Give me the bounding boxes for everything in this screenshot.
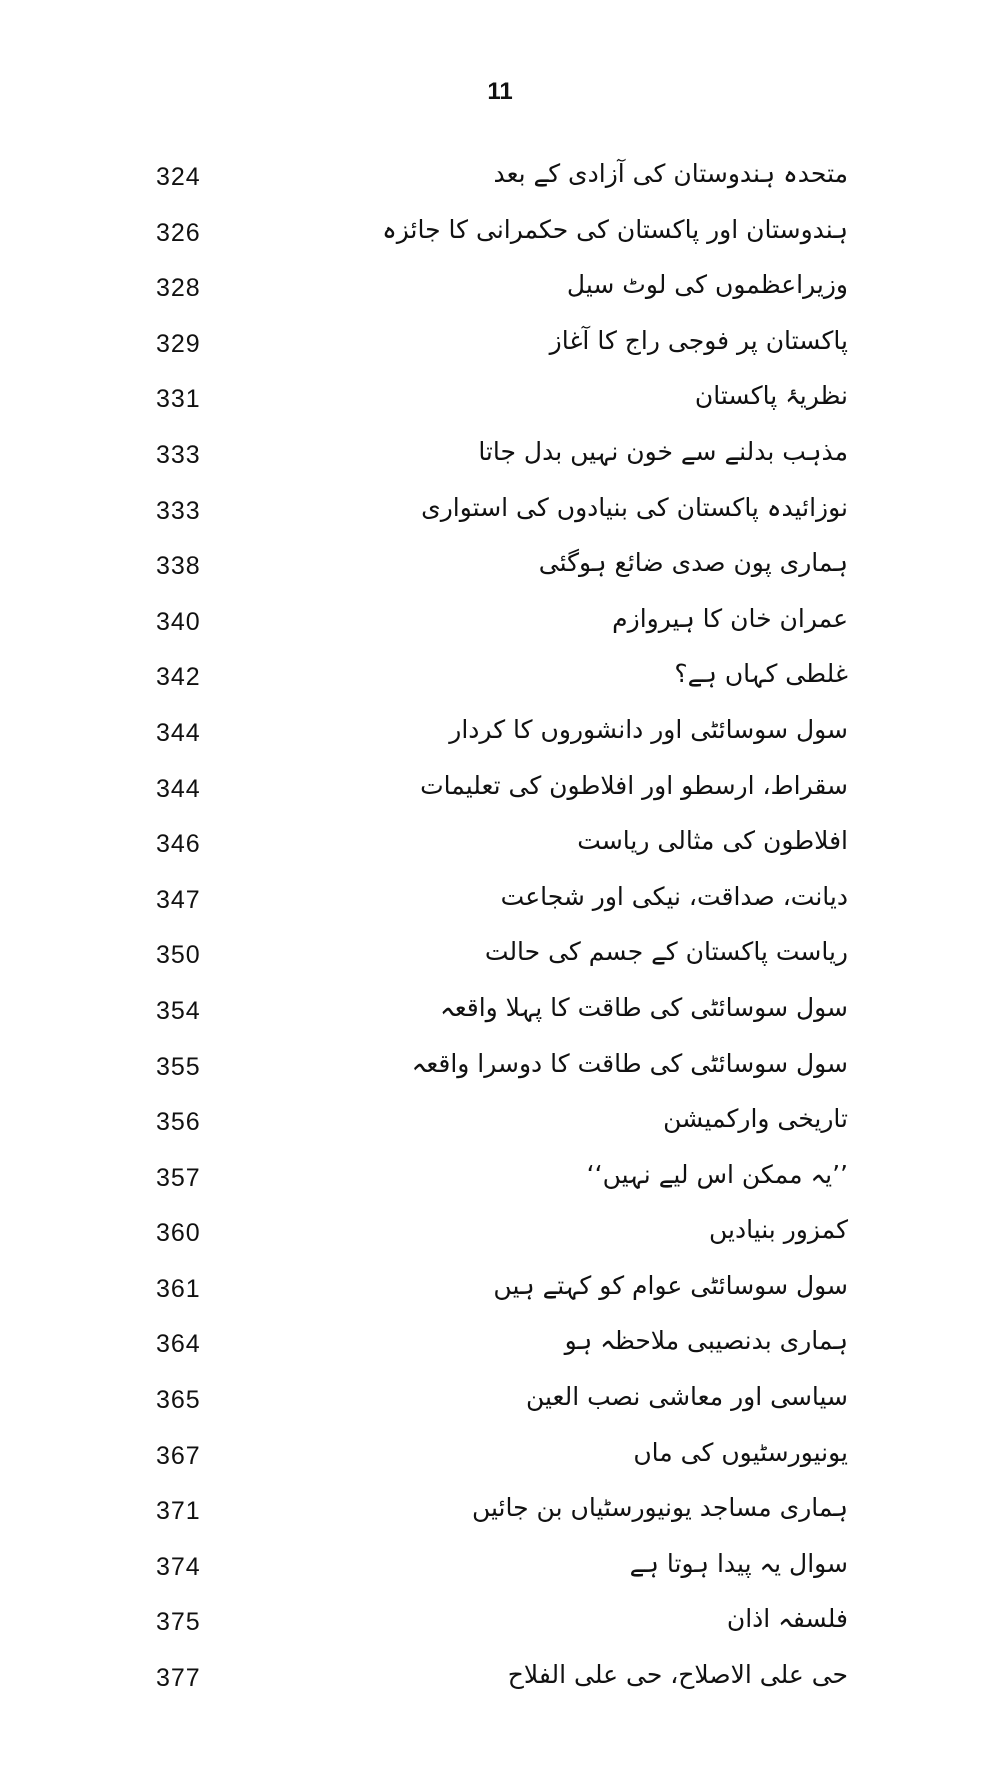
toc-entry [0, 1431, 1000, 1487]
toc-entry-page-number: 340 [156, 607, 201, 636]
toc-entry [0, 597, 1000, 653]
toc-entry [0, 708, 1000, 764]
toc-entry [0, 1264, 1000, 1320]
toc-entry [0, 1319, 1000, 1375]
toc-entry-page-number: 377 [156, 1664, 201, 1693]
toc-entry-page-number: 375 [156, 1608, 201, 1637]
toc-entry-title: پاکستان پر فوجی راج کا آغاز [549, 325, 848, 355]
toc-entry [0, 1097, 1000, 1153]
toc-entry [0, 1597, 1000, 1653]
toc-entry-page-number: 346 [156, 830, 201, 859]
toc-entry-title: نوزائیدہ پاکستان کی بنیادوں کی استواری [421, 492, 848, 522]
toc-entry-title: سول سوسائٹی کی طاقت کا پہلا واقعہ [440, 992, 848, 1022]
toc-entry-title: سول سوسائٹی عوام کو کہتے ہیں [493, 1270, 848, 1300]
toc-entry-title: سول سوسائٹی اور دانشوروں کا کردار [449, 714, 848, 744]
toc-entry [0, 319, 1000, 375]
toc-entry-page-number: 342 [156, 663, 201, 692]
toc-entry-page-number: 365 [156, 1386, 201, 1415]
toc-entry [0, 1486, 1000, 1542]
toc-entry-title: ہندوستان اور پاکستان کی حکمرانی کا جائزہ [382, 214, 848, 244]
toc-entry [0, 1042, 1000, 1098]
toc-entry [0, 263, 1000, 319]
toc-entry [0, 374, 1000, 430]
toc-entry-page-number: 371 [156, 1497, 201, 1526]
toc-entry-page-number: 357 [156, 1163, 201, 1192]
toc-entry [0, 486, 1000, 542]
toc-entry-page-number: 331 [156, 385, 201, 414]
toc-entry-title: ہماری مساجد یونیورسٹیاں بن جائیں [471, 1493, 848, 1523]
toc-entry-title: ریاست پاکستان کے جسم کی حالت [484, 937, 848, 967]
toc-entry-title: دیانت، صداقت، نیکی اور شجاعت [500, 881, 848, 911]
toc-entry-title: سول سوسائٹی کی طاقت کا دوسرا واقعہ [411, 1048, 848, 1078]
toc-entry-title: متحدہ ہندوستان کی آزادی کے بعد [493, 159, 848, 188]
toc-entry-title: افلاطون کی مثالی ریاست [577, 826, 848, 856]
toc-entry-title: نظریۂ پاکستان [694, 381, 848, 411]
toc-entry-page-number: 367 [156, 1441, 201, 1470]
toc-entry-title: تاریخی وارکمیشن [663, 1104, 848, 1134]
page-number: 11 [487, 78, 513, 105]
toc-entry-title: کمزور بنیادیں [708, 1215, 848, 1245]
toc-entry-page-number: 350 [156, 941, 201, 970]
toc-entry-title: یونیورسٹیوں کی ماں [633, 1437, 848, 1467]
toc-entry-title: سیاسی اور معاشی نصب العین [525, 1382, 848, 1412]
toc-entry-title: ہماری پون صدی ضائع ہوگئی [538, 548, 848, 578]
toc-entry [0, 819, 1000, 875]
toc-entry-page-number: 374 [156, 1552, 201, 1581]
toc-entry-page-number: 356 [156, 1108, 201, 1137]
toc-entry-page-number: 361 [156, 1274, 201, 1303]
toc-entry-page-number: 338 [156, 552, 201, 581]
toc-entry [0, 986, 1000, 1042]
toc-entry-page-number: 344 [156, 718, 201, 747]
toc-entry-title: ’’یہ ممکن اس لیے نہیں‘‘ [586, 1159, 848, 1189]
toc-entry-page-number: 329 [156, 329, 201, 358]
toc-entry-title: عمران خان کا ہیروازم [612, 603, 848, 633]
toc-entry-page-number: 328 [156, 274, 201, 303]
toc-entry-page-number: 360 [156, 1219, 201, 1248]
toc-entry-page-number: 347 [156, 885, 201, 914]
toc-entry [0, 1542, 1000, 1598]
toc-entry-title: وزیراعظموں کی لوٹ سیل [566, 270, 848, 300]
toc-entry-page-number: 326 [156, 218, 201, 247]
toc-entry-page-number: 324 [156, 163, 201, 191]
toc-entry [0, 152, 1000, 208]
toc-entry-page-number: 355 [156, 1052, 201, 1081]
toc-entry [0, 1653, 1000, 1709]
toc-entry [0, 430, 1000, 486]
toc-entry [0, 930, 1000, 986]
toc-entry [0, 764, 1000, 820]
toc-entry-title: غلطی کہاں ہے؟ [674, 659, 848, 689]
toc-entry [0, 1375, 1000, 1431]
toc-entry-title: سوال یہ پیدا ہوتا ہے [629, 1548, 848, 1578]
toc-entry [0, 652, 1000, 708]
toc-entry [0, 875, 1000, 931]
toc-entry-page-number: 364 [156, 1330, 201, 1359]
toc-entry [0, 541, 1000, 597]
toc-entry [0, 1153, 1000, 1209]
toc-entry-title: مذہب بدلنے سے خون نہیں بدل جاتا [478, 436, 848, 466]
toc-entry [0, 1208, 1000, 1264]
toc-entry-title: حی علی الاصلاح، حی علی الفلاح [507, 1660, 848, 1690]
table-of-contents [0, 152, 1000, 1709]
toc-entry-page-number: 333 [156, 440, 201, 469]
toc-entry-page-number: 354 [156, 996, 201, 1025]
toc-entry-title: ہماری بدنصیبی ملاحظہ ہو [564, 1326, 848, 1356]
toc-entry-title: فلسفہ اذان [726, 1604, 848, 1634]
toc-entry [0, 208, 1000, 264]
toc-entry-title: سقراط، ارسطو اور افلاطون کی تعلیمات [420, 770, 848, 800]
toc-entry-page-number: 344 [156, 774, 201, 803]
toc-entry-page-number: 333 [156, 496, 201, 525]
